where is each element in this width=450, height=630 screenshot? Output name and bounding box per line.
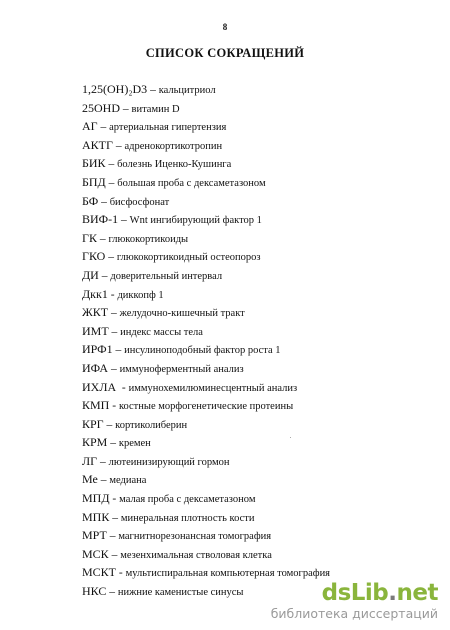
abbreviation-item (82, 247, 330, 266)
abbreviation-item (82, 340, 330, 359)
abbreviation-separator: - (116, 567, 126, 580)
abbreviation-term: БФ (82, 193, 99, 208)
watermark-dot: . (388, 580, 397, 606)
abbreviation-definition: Wnt ингибирующий фактор 1 (129, 215, 262, 227)
abbreviation-separator: - (116, 381, 129, 394)
abbreviation-item (82, 396, 330, 415)
abbreviation-definition: глюкокортикоиды (108, 233, 189, 245)
abbreviation-term: ЛГ (82, 453, 98, 468)
abbreviation-term: ИРФ1 (82, 342, 113, 357)
abbreviation-item (82, 173, 330, 192)
abbreviation-separator: – (97, 455, 109, 468)
abbreviation-definition: мультиспиральная компьютерная томография (125, 568, 331, 580)
abbreviation-item (82, 136, 330, 155)
abbreviation-item (82, 359, 330, 378)
abbreviation-term: МСКТ (82, 565, 117, 580)
abbreviation-separator: – (97, 474, 110, 487)
abbreviation-definition: большая проба с дексаметазоном (117, 177, 266, 189)
abbreviation-term: ГКО (82, 249, 106, 264)
abbreviation-definition: мезенхимальная стволовая клетка (120, 549, 272, 561)
abbreviation-item (82, 452, 330, 471)
abbreviation-separator: – (108, 362, 120, 375)
watermark-tld: net (396, 580, 438, 606)
abbreviation-separator: – (97, 121, 110, 134)
abbreviation-separator: – (108, 325, 121, 338)
abbreviation-definition: иммунохемилюминесцентный анализ (128, 382, 298, 394)
abbreviation-term: ДИ (82, 267, 99, 282)
abbreviation-definition: кальцитриол (158, 85, 216, 96)
abbreviation-term: МРТ (82, 528, 107, 543)
abbreviation-term: МСК (82, 546, 109, 561)
abbreviation-separator: – (147, 84, 159, 96)
abbreviation-item (82, 266, 330, 285)
abbreviation-term: АКТГ (82, 137, 113, 152)
abbreviation-item (82, 285, 330, 304)
abbreviation-separator: – (118, 214, 130, 227)
abbreviation-definition: костные морфогенетические протеины (118, 401, 294, 413)
abbreviation-item (82, 229, 330, 248)
abbreviation-separator: – (108, 307, 120, 320)
page-number: 8 (222, 22, 228, 32)
abbreviation-separator: – (105, 251, 117, 264)
abbreviation-term: ВИФ-1 (82, 212, 119, 227)
abbreviation-separator: – (107, 437, 119, 450)
abbreviation-separator: – (108, 548, 121, 561)
abbreviation-definition: кортиколиберин (115, 419, 188, 431)
abbreviation-definition: магнитнорезонансная томография (118, 531, 272, 543)
abbreviation-definition: индекс массы тела (120, 326, 203, 338)
abbreviation-item (82, 117, 330, 136)
abbreviation-item (82, 303, 330, 322)
abbreviation-definition: бисфосфонат (109, 196, 170, 208)
scan-speck (290, 437, 291, 438)
abbreviation-separator: - (109, 400, 119, 413)
abbreviation-item (82, 545, 330, 564)
abbreviation-term: Ме (82, 472, 98, 487)
abbreviation-definition: малая проба с дексаметазоном (119, 494, 256, 506)
abbreviation-term: 25OHD (82, 100, 120, 115)
abbreviation-item (82, 470, 330, 489)
abbreviation-separator: – (98, 195, 110, 208)
abbreviation-term: БПД (82, 174, 106, 189)
abbreviation-definition: инсулиноподобный фактор роста 1 (124, 345, 281, 357)
abbreviation-item (82, 210, 330, 229)
abbreviation-definition: кремен (118, 438, 151, 450)
abbreviation-item (82, 322, 330, 341)
abbreviation-definition: болезнь Иценко-Кушинга (117, 159, 232, 171)
abbreviation-term: ИФА (82, 360, 109, 375)
abbreviation-item (82, 415, 330, 434)
abbreviation-item (82, 526, 330, 545)
abbreviation-definition: диккопф 1 (117, 289, 164, 301)
abbreviation-definition: желудочно-кишечный тракт (119, 308, 245, 320)
abbreviation-definition: витамин D (131, 103, 180, 115)
abbreviation-item (82, 192, 330, 211)
page-title: СПИСОК СОКРАЩЕНИЙ (145, 46, 305, 60)
abbreviation-separator: – (106, 586, 118, 599)
abbreviation-separator: – (112, 139, 125, 152)
abbreviation-item (82, 154, 330, 173)
abbreviation-separator: – (98, 269, 111, 282)
watermark-subtitle: библиотека диссертаций (270, 606, 438, 621)
abbreviation-item (82, 433, 330, 452)
abbreviation-term: АГ (82, 119, 98, 134)
watermark (270, 580, 438, 624)
abbreviation-term: ГК (82, 230, 97, 245)
abbreviation-definition: минеральная плотность кости (120, 512, 255, 524)
abbreviation-separator: - (107, 288, 118, 301)
abbreviation-item (82, 508, 330, 527)
abbreviation-item (82, 80, 330, 99)
abbreviation-definition: медиана (109, 475, 147, 487)
abbreviation-definition: лютеинизирующий гормон (108, 456, 230, 468)
abbreviation-definition: нижние каменистые синусы (117, 587, 244, 599)
abbreviation-separator: – (109, 511, 121, 524)
abbreviation-definition: адренокортикотропин (124, 140, 223, 152)
abbreviation-definition: артериальная гипертензия (109, 122, 227, 134)
abbreviation-term: БИК (82, 156, 106, 171)
abbreviation-separator: – (105, 158, 118, 171)
abbreviation-separator: – (96, 232, 109, 245)
abbreviation-item (82, 378, 330, 397)
abbreviation-term: ЖКТ (82, 305, 109, 320)
abbreviation-item (82, 489, 330, 508)
abbreviation-separator: – (106, 530, 119, 543)
abbreviation-separator: – (105, 176, 118, 189)
abbreviation-term: ИМТ (82, 323, 109, 338)
abbreviation-term: КМП (82, 398, 110, 413)
abbreviation-term: 1,25(OH)₂D3 (82, 82, 148, 96)
watermark-brand: dsLib (321, 580, 389, 606)
abbreviation-separator: – (103, 418, 116, 431)
abbreviation-term: КРМ (82, 435, 108, 450)
abbreviation-separator: – (120, 102, 132, 115)
abbreviation-list (82, 80, 330, 601)
abbreviation-definition: иммуноферментный анализ (119, 363, 244, 375)
abbreviation-term: МПД (82, 491, 110, 506)
abbreviation-term: НКС (82, 584, 107, 599)
watermark-logo (322, 580, 438, 606)
abbreviation-term: МПК (82, 509, 110, 524)
abbreviation-term: КРГ (82, 416, 104, 431)
abbreviation-separator: – (112, 344, 125, 357)
abbreviation-definition: глюкокортикоидный остеопороз (116, 252, 261, 264)
abbreviation-item (82, 99, 330, 118)
abbreviation-separator: - (109, 493, 120, 506)
abbreviation-term: Дкк1 (82, 286, 108, 301)
abbreviation-term: ИХЛА (82, 379, 117, 394)
abbreviation-definition: доверительный интервал (110, 270, 223, 282)
